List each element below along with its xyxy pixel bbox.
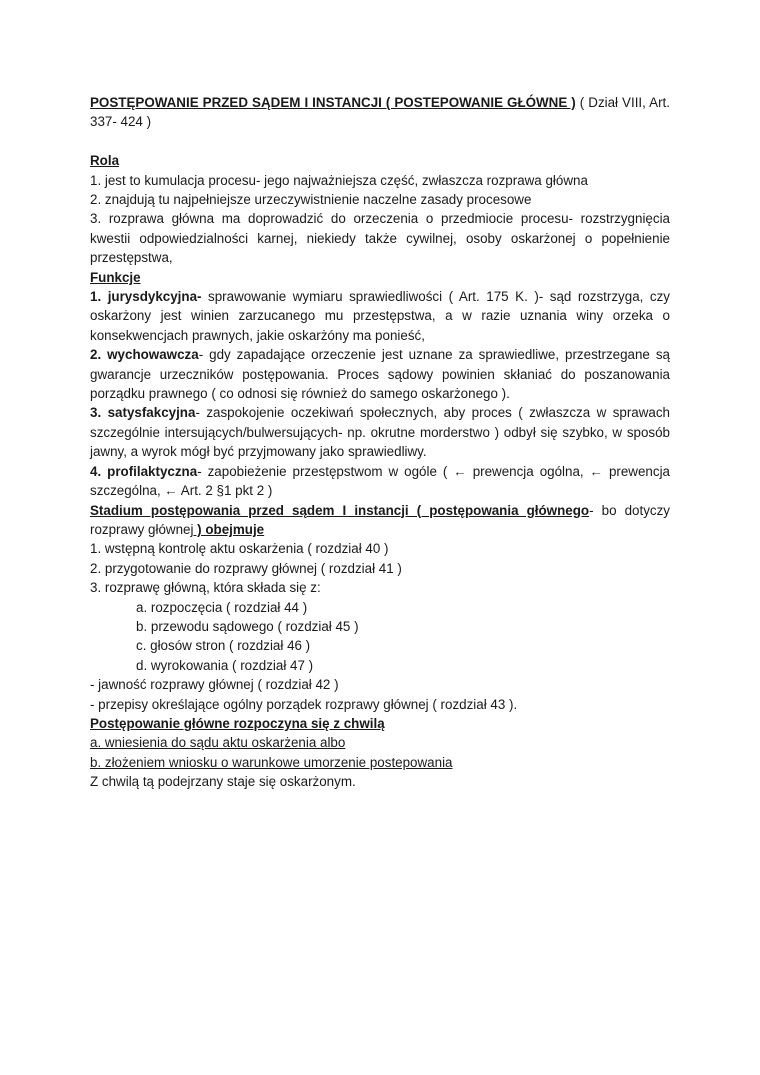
stadium-extra: - przepisy określające ogólny porządek rozprawy głównej ( rozdział 43 ). [90, 696, 518, 712]
funkcja-item [90, 287, 670, 345]
closing-sentence: Z chwilą tą podejrzany staje się oskarżonym. [90, 774, 356, 790]
stadium-heading [90, 501, 670, 540]
start-item: a. wniesienia do sądu aktu oskarżenia albo [90, 735, 346, 751]
stadium-heading-part3: ) obejmuje [193, 521, 265, 537]
spacer [90, 132, 670, 151]
start-heading: Postępowanie główne rozpoczyna się z chwilą [90, 715, 385, 731]
rola-item: 1. jest to kumulacja procesu- jego najważniejsza część, zwłaszcza rozprawa główna [90, 172, 588, 188]
document-body [90, 93, 670, 792]
rola-heading: Rola [90, 153, 120, 169]
funkcja-item [90, 345, 670, 403]
stadium-subitem: a. rozpoczęcia ( rozdział 44 ) [136, 599, 308, 615]
stadium-item: 3. rozprawę główną, która składa się z: [90, 580, 321, 596]
funkcja-item [90, 403, 670, 461]
funkcja-term: 4. profilaktyczna [90, 463, 198, 479]
stadium-subitem: c. głosów stron ( rozdział 46 ) [136, 638, 311, 654]
document-title [90, 93, 670, 132]
start-item: b. złożeniem wniosku o warunkowe umorzenie postepowania [90, 754, 453, 770]
stadium-subitem: d. wyrokowania ( rozdział 47 ) [136, 657, 314, 673]
funkcje-heading: Funkcje [90, 269, 141, 285]
title-reference: ( Dział VIII, Art. 337- 424 ) [90, 95, 670, 130]
funkcja-term: 1. jurysdykcyjna- [90, 289, 202, 305]
funkcja-item [90, 462, 670, 501]
stadium-subitem: b. przewodu sądowego ( rozdział 45 ) [136, 618, 359, 634]
stadium-item: 1. wstępną kontrolę aktu oskarżenia ( rozdział 40 ) [90, 541, 389, 557]
rola-item: 3. rozprawa główna ma doprowadzić do orzeczenia o przedmiocie procesu- rozstrzygnięcia kwestii odpowiedzialności karnej, niekiedy także cywilnej, osoby oskarżonej o popełnienie przestępstwa, [90, 211, 670, 266]
stadium-heading-part2: - bo dotyczy rozprawy głównej [90, 502, 670, 537]
funkcja-text: - gdy zapadające orzeczenie jest uznane za sprawiedliwe, przestrzegane są gwarancje urzeczników postępowania. Proces sądowy powinien skłaniać do poszanowania porządku prawnego ( co odnosi się również do samego oskarżonego ). [90, 347, 670, 402]
title-main: POSTĘPOWANIE PRZED SĄDEM I INSTANCJI ( POSTEPOWANIE GŁÓWNE ) [90, 95, 576, 110]
funkcja-term: 2. wychowawcza [90, 347, 199, 363]
funkcja-text: - zapobieżenie przestępstwom w ogóle ( ← prewencja ogólna, ← prewencja szczególna, ← Art. 2 §1 pkt 2 ) [90, 463, 670, 499]
funkcja-text: - zaspokojenie oczekiwań społecznych, aby proces ( zwłaszcza w sprawach szczególnie intersujących/bulwersujących- np. okrutne morderstwo ) odbył się szybko, w sposób jawny, a wyrok mógł być przyjmowany jako sprawiedliwy. [90, 405, 670, 460]
stadium-extra: - jawność rozprawy głównej ( rozdział 42 ) [90, 677, 339, 693]
rola-item: 2. znajdują tu najpełniejsze urzeczywistnienie naczelne zasady procesowe [90, 192, 532, 208]
stadium-heading-part1: Stadium postępowania przed sądem I instancji ( postępowania głównego [90, 502, 590, 518]
funkcja-text: sprawowanie wymiaru sprawiedliwości ( Art. 175 K. )- sąd rozstrzyga, czy oskarżony jest winien zarzucanego mu przestępstwa, a w razie uznania winy orzeka o konsekwencjach prawnych, jakie oskarżóny ma ponieść, [90, 289, 670, 343]
funkcja-term: 3. satysfakcyjna [90, 405, 196, 421]
stadium-item: 2. przygotowanie do rozprawy głównej ( rozdział 41 ) [90, 560, 402, 576]
